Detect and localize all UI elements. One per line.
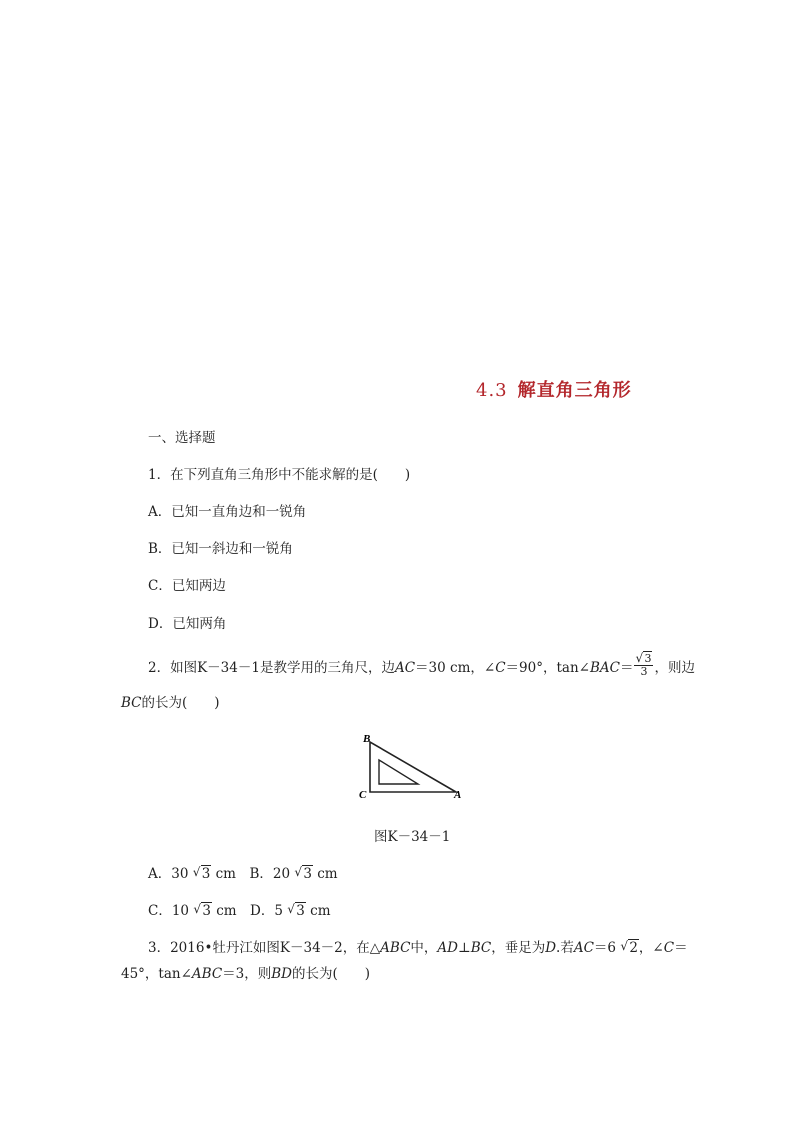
q2-opt-text: cm xyxy=(305,903,331,919)
section-number: 4.3 xyxy=(476,380,508,401)
q2-stem-line2 xyxy=(121,691,220,711)
q2-frac-numerator: 3 xyxy=(644,652,652,665)
q2-opt-radicand: 3 xyxy=(202,903,211,919)
q3-text: 3．2016•牡丹江如图K－34－2，在△ xyxy=(148,940,381,956)
q2-opt-text: C．10 xyxy=(148,903,194,919)
q2-bac: BAC xyxy=(589,660,620,676)
q3-d: D xyxy=(545,940,557,956)
q3-text: 的长为( ) xyxy=(292,966,371,982)
q3-text: ＝3，则 xyxy=(222,966,272,982)
label-a: A xyxy=(454,789,462,801)
q3-stem-line1 xyxy=(148,936,688,956)
q3-text: ＝6 xyxy=(593,940,621,956)
q3-c: C xyxy=(663,940,675,956)
section-title xyxy=(476,376,632,402)
q2-text: ＝ xyxy=(619,660,634,676)
q3-text: ⊥ xyxy=(457,940,471,956)
q2-opt-text: cm B．20 xyxy=(211,866,295,882)
q3-ac: AC xyxy=(573,940,594,956)
q2-opt-radicand: 3 xyxy=(201,866,211,882)
q3-radicand: 2 xyxy=(629,940,638,956)
q2-opt-text: cm D．5 xyxy=(211,903,288,919)
q2-opt-text: A．30 xyxy=(148,866,193,882)
q2-c: C xyxy=(495,660,506,676)
q2-text: ＝90°，tan∠ xyxy=(505,660,590,676)
q2-opt-radicand: 3 xyxy=(296,903,305,919)
q3-text: ，垂足为 xyxy=(491,940,546,956)
q3-text: 45°，tan∠ xyxy=(121,966,192,982)
q2-bc: BC xyxy=(121,695,142,711)
q3-ad: AD xyxy=(437,940,458,956)
q1-option-c: C．已知两边 xyxy=(148,578,226,594)
q3-abc: ABC xyxy=(191,966,223,982)
q2-opt-radicand: 3 xyxy=(303,866,312,882)
section-title-text: 解直角三角形 xyxy=(517,380,632,401)
q2-options-ab xyxy=(148,862,338,882)
q2-text: ＝30 cm，∠ xyxy=(415,660,496,676)
q1-option-a: A．已知一直角边和一锐角 xyxy=(148,504,307,520)
q3-bd: BD xyxy=(271,966,293,982)
q3-text: 中， xyxy=(410,940,438,956)
q2-text: 2．如图K－34－1是教学用的三角尺，边 xyxy=(148,660,395,676)
q2-frac-denominator: 3 xyxy=(640,665,648,678)
figure-caption: 图K－34－1 xyxy=(374,829,451,845)
q2-ac: AC xyxy=(394,660,416,676)
label-b: B xyxy=(363,733,371,745)
inner-triangle xyxy=(379,760,418,784)
q2-opt-text: cm xyxy=(312,866,338,882)
q1-option-d: D．已知两角 xyxy=(148,616,227,632)
q3-text: ＝ xyxy=(674,940,688,956)
q3-text: ，∠ xyxy=(638,940,664,956)
q2-text: ，则边 xyxy=(654,660,695,676)
q2-options-cd xyxy=(148,899,331,919)
q1-stem: 1．在下列直角三角形中不能求解的是( ) xyxy=(148,467,411,483)
part-heading: 一、选择题 xyxy=(148,430,216,446)
q3-bc: BC xyxy=(470,940,492,956)
q1-option-b: B．已知一斜边和一锐角 xyxy=(148,541,293,557)
label-c: C xyxy=(359,789,367,801)
triangle-ruler-figure xyxy=(358,728,468,804)
q2-fraction xyxy=(634,653,653,678)
q3-text: .若 xyxy=(556,940,574,956)
q3-abc: ABC xyxy=(380,940,411,956)
q2-stem-line1 xyxy=(148,652,695,681)
q3-stem-line2 xyxy=(121,962,370,982)
q2-text: 的长为( ) xyxy=(141,695,220,711)
